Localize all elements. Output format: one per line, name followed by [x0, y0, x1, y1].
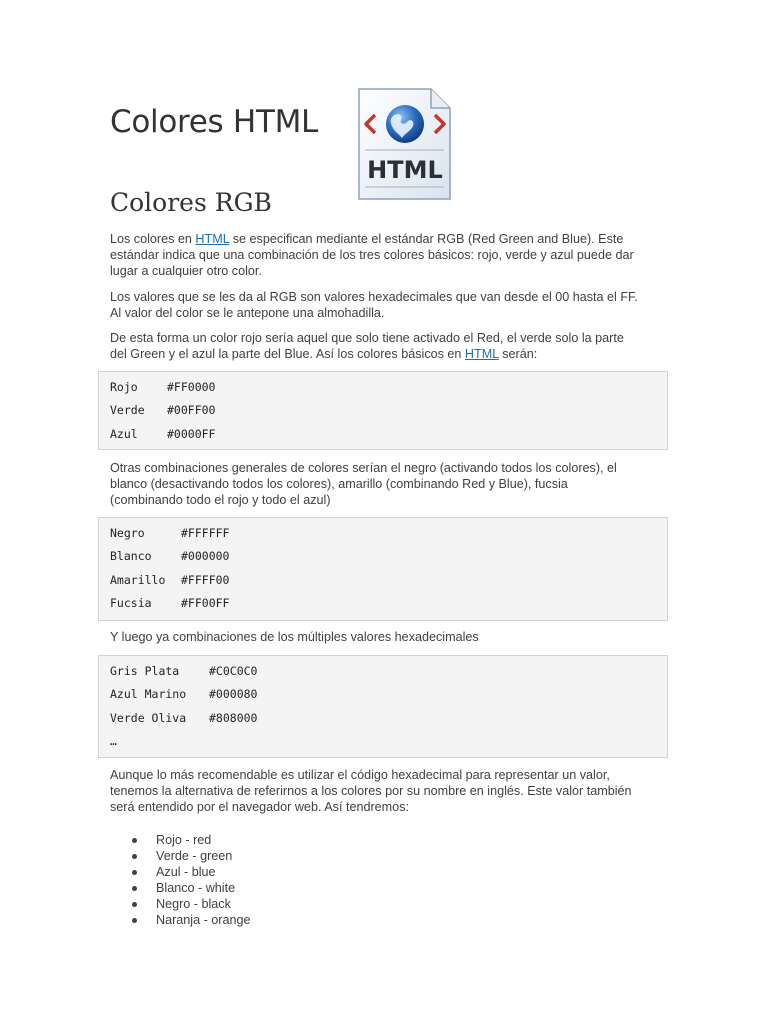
code-block-named-colors — [98, 655, 668, 758]
html-file-icon — [355, 86, 453, 202]
code-line: … — [110, 734, 117, 748]
paragraph-hex-values: Los valores que se les da al RGB son valores hexadecimales que van desde el 00 hasta el FF. Al valor del color se le antepone una almohadilla. — [110, 290, 638, 320]
paragraph-intro: Los colores en HTML se especifican mediante el estándar RGB (Red Green and Blue). Este estándar indica que una combinación de los tres colores básicos: rojo, verde y azul puede dar lugar a cualquier otro color. — [110, 232, 634, 278]
html-link[interactable]: HTML — [464, 347, 499, 361]
html-link[interactable]: HTML — [195, 232, 230, 246]
code-line: Amarillo #FFFF00 — [110, 573, 230, 587]
code-line: Verde #00FF00 — [110, 403, 216, 417]
code-line: Verde Oliva #808000 — [110, 711, 258, 725]
code-line: Fucsia #FF00FF — [110, 596, 230, 610]
code-block-basic-colors — [98, 371, 668, 450]
paragraph-combinations: Otras combinaciones generales de colores serían el negro (activando todos los colores), el blanco (desactivando todos los colores), amarillo (combinando Red y Blue), fucsia (combinando todo el rojo y todo el azul) — [110, 461, 617, 507]
paragraph-basic-colors: De esta forma un color rojo sería aquel que solo tiene activado el Red, el verde solo la parte del Green y el azul la parte del Blue. Así los colores básicos en HTML serán: — [110, 331, 624, 361]
code-line: Azul Marino #000080 — [110, 687, 258, 701]
list-item: Verde - green — [110, 848, 251, 864]
html-logo-text: HTML — [367, 156, 443, 184]
list-item: Rojo - red — [110, 832, 251, 848]
list-item: Negro - black — [110, 896, 251, 912]
code-line: Gris Plata #C0C0C0 — [110, 664, 258, 678]
code-block-general-colors — [98, 517, 668, 621]
code-line: Negro #FFFFFF — [110, 526, 230, 540]
list-item: Azul - blue — [110, 864, 251, 880]
code-line: Azul #0000FF — [110, 427, 216, 441]
color-name-list — [110, 832, 251, 928]
list-item: Blanco - white — [110, 880, 251, 896]
page-title: Colores HTML — [110, 104, 318, 140]
code-line: Blanco #000000 — [110, 549, 230, 563]
paragraph-multiple-values: Y luego ya combinaciones de los múltiples valores hexadecimales — [110, 630, 479, 644]
list-item: Naranja - orange — [110, 912, 251, 928]
paragraph-english-names: Aunque lo más recomendable es utilizar el código hexadecimal para representar un valor, tenemos la alternativa de referirnos a los colores por su nombre en inglés. Este valor también será entendido por el navegador web. Así tendremos: — [110, 768, 632, 814]
code-line: Rojo #FF0000 — [110, 380, 216, 394]
section-heading: Colores RGB — [110, 188, 272, 217]
